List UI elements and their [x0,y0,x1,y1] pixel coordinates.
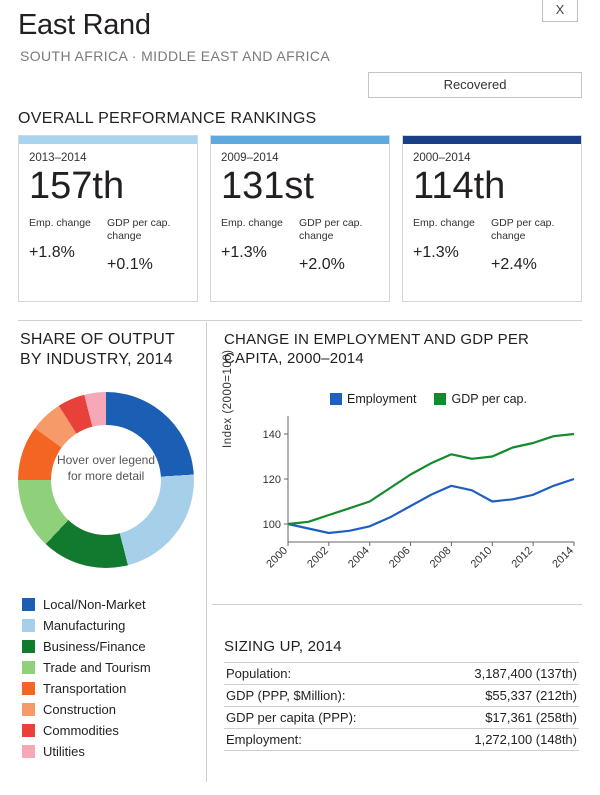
divider [212,604,582,605]
legend-item[interactable] [22,615,202,636]
legend-label: Trade and Tourism [43,660,151,675]
donut-hover-hint: Hover over legend for more detail [56,453,156,483]
legend-label: Commodities [43,723,119,738]
legend-swatch-icon [330,393,342,405]
industry-legend[interactable] [22,594,202,762]
legend-item[interactable] [22,699,202,720]
card-rank: 157th [29,165,125,207]
svg-text:2012: 2012 [509,544,536,571]
legend-item[interactable] [22,636,202,657]
card-accent-bar [19,136,197,144]
metric-label: Emp. change [29,217,91,229]
sizing-label: Employment: [224,729,422,751]
chart-legend[interactable] [330,392,527,406]
metric-emp-change [221,217,299,274]
legend-label: Manufacturing [43,618,126,633]
card-years: 2009–2014 [221,152,279,164]
legend-swatch-icon [22,745,35,758]
metric-emp-change [29,217,107,274]
metric-gdp-change [107,217,185,274]
card-years: 2000–2014 [413,152,471,164]
legend-label: Employment [347,392,417,406]
region-subtitle: SOUTH AFRICA · MIDDLE EAST AND AFRICA [20,48,331,64]
legend-label: Construction [43,702,116,717]
table-row [224,729,579,751]
share-heading: SHARE OF OUTPUT BY INDUSTRY, 2014 [20,331,175,368]
sizing-label: Population: [224,663,422,685]
ranking-card [402,135,582,302]
svg-text:2014: 2014 [550,544,577,571]
metric-value: +1.3% [221,243,267,261]
legend-item-employment[interactable] [330,392,416,406]
legend-item[interactable] [22,594,202,615]
sizing-heading: SIZING UP, 2014 [224,638,342,655]
sizing-value: 1,272,100 (148th) [422,729,579,751]
rankings-heading: OVERALL PERFORMANCE RANKINGS [18,110,317,127]
svg-text:120: 120 [262,474,281,486]
svg-text:140: 140 [262,429,281,441]
svg-text:2008: 2008 [427,544,454,571]
ranking-card [18,135,198,302]
sizing-value: $55,337 (212th) [422,685,579,707]
metric-gdp-change [491,217,569,274]
divider [18,320,582,321]
legend-swatch-icon [22,640,35,653]
legend-item[interactable] [22,720,202,741]
legend-swatch-icon [22,661,35,674]
svg-text:2006: 2006 [386,544,413,571]
table-row [224,663,579,685]
table-row [224,707,579,729]
sizing-value: $17,361 (258th) [422,707,579,729]
legend-swatch-icon [434,393,446,405]
legend-label: Business/Finance [43,639,146,654]
card-accent-bar [403,136,581,144]
legend-swatch-icon [22,703,35,716]
metric-label: GDP per cap. change [491,217,555,242]
status-badge: Recovered [368,72,582,98]
legend-swatch-icon [22,682,35,695]
legend-item[interactable] [22,657,202,678]
legend-label: Transportation [43,681,127,696]
metric-value: +2.4% [491,256,537,273]
ranking-card [210,135,390,302]
legend-label: GDP per cap. [451,392,527,406]
sizing-label: GDP per capita (PPP): [224,707,422,729]
legend-label: Local/Non-Market [43,597,146,612]
legend-item-gdp[interactable] [434,392,527,406]
chart-title: CHANGE IN EMPLOYMENT AND GDP PER CAPITA, 2000–2014 [224,331,530,367]
metric-label: GDP per cap. change [107,217,171,242]
table-row [224,685,579,707]
metric-value: +2.0% [299,256,345,273]
legend-swatch-icon [22,724,35,737]
y-axis-label: Index (2000=100) [222,349,234,448]
legend-item[interactable] [22,741,202,762]
svg-text:2000: 2000 [264,544,291,571]
donut-chart[interactable] [18,392,194,568]
line-chart-svg [242,408,582,588]
metric-label: GDP per cap. change [299,217,363,242]
legend-label: Utilities [43,744,85,759]
vertical-divider [206,322,207,782]
legend-item[interactable] [22,678,202,699]
legend-swatch-icon [22,598,35,611]
metric-gdp-change [299,217,377,274]
close-button[interactable]: X [542,0,578,22]
metric-value: +1.3% [413,243,459,261]
svg-text:2004: 2004 [346,544,372,571]
sizing-label: GDP (PPP, $Million): [224,685,422,707]
card-years: 2013–2014 [29,152,87,164]
card-rank: 131st [221,165,314,207]
metric-label: Emp. change [413,217,475,229]
metric-label: Emp. change [221,217,283,229]
metric-value: +1.8% [29,243,75,261]
legend-swatch-icon [22,619,35,632]
card-rank: 114th [413,165,506,207]
svg-text:2010: 2010 [468,544,495,571]
metric-value: +0.1% [107,256,153,273]
svg-text:100: 100 [262,519,281,531]
sizing-table [224,662,579,751]
svg-text:2002: 2002 [305,544,331,571]
card-accent-bar [211,136,389,144]
metric-emp-change [413,217,491,274]
sizing-value: 3,187,400 (137th) [422,663,579,685]
page-title: East Rand [18,9,151,41]
